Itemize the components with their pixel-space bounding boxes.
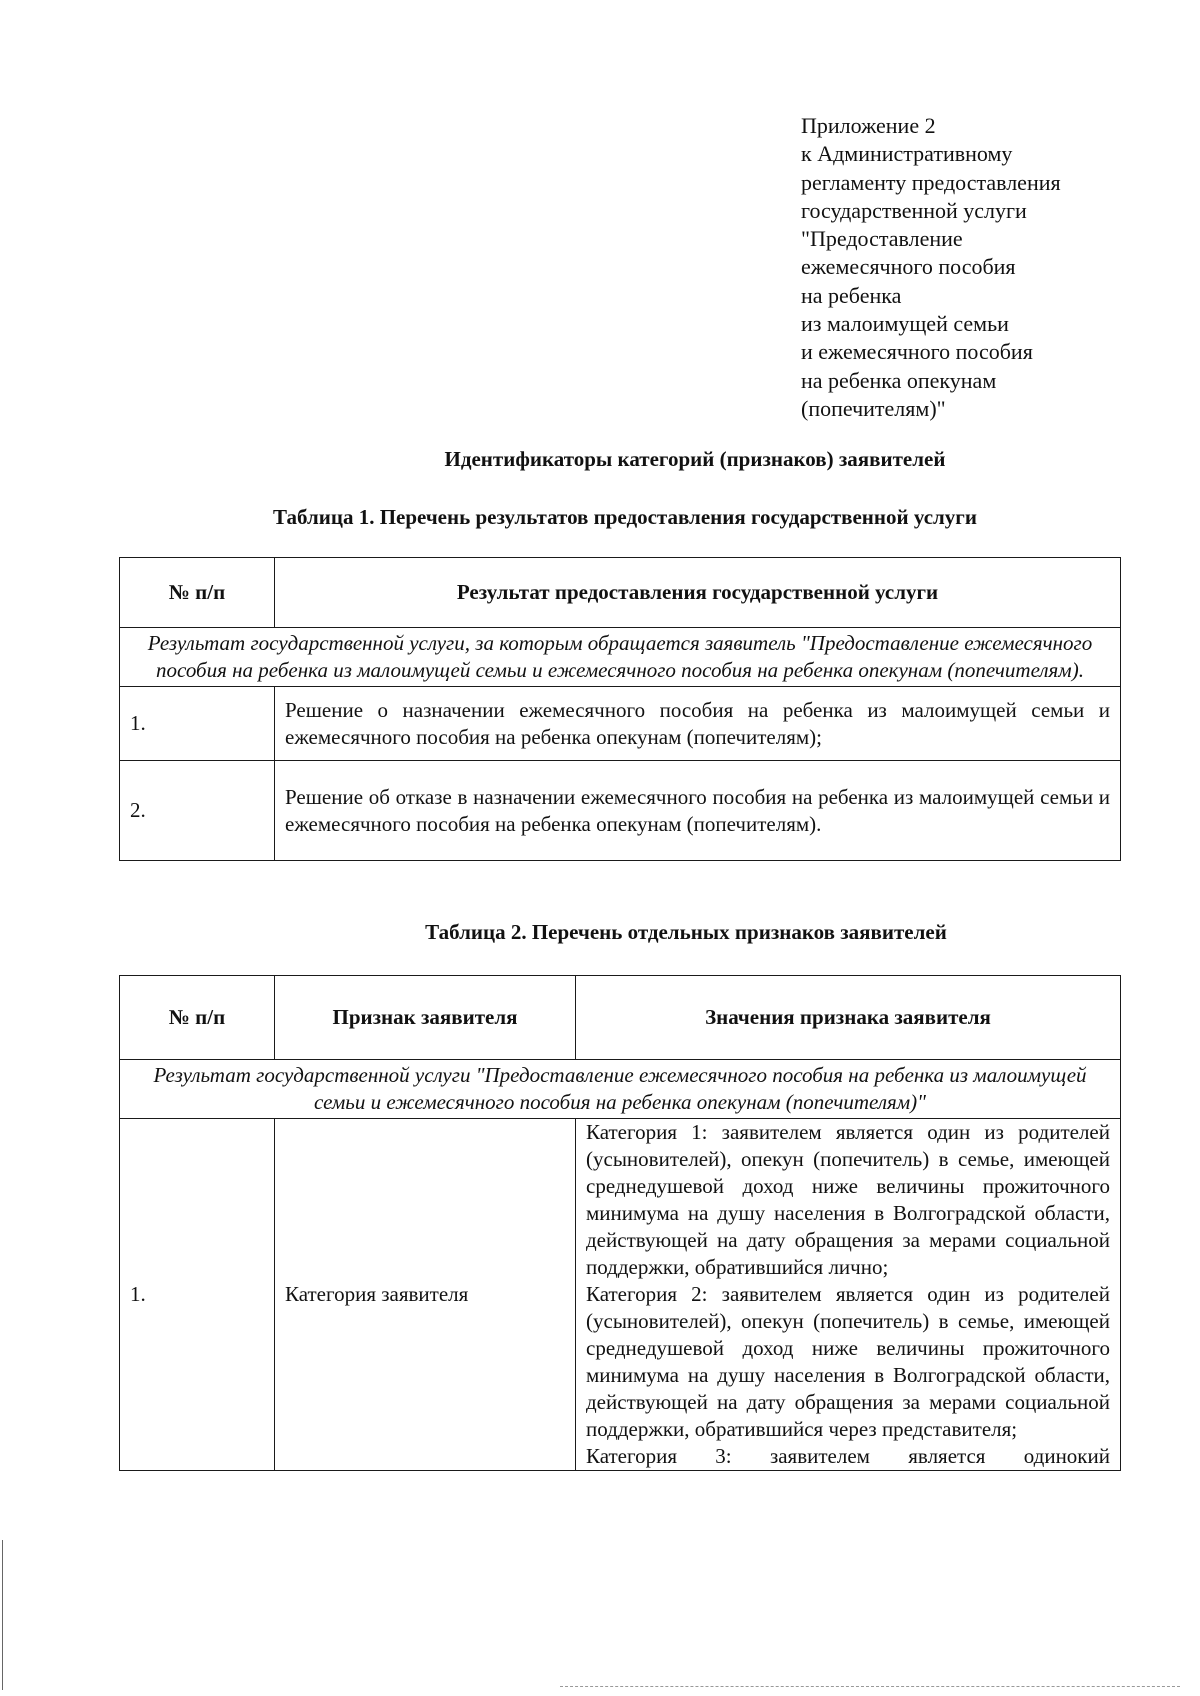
appendix-line: Приложение 2 (801, 113, 936, 138)
appendix-line: "Предоставление (801, 226, 963, 252)
section-row (120, 628, 1121, 687)
table-row (120, 687, 1121, 761)
category-text: Категория 1: заявителем является один из родителей (усыновителей), опекун (попечитель) в семье, имеющей среднедушевой доход ниже величины прожиточного минимума на душу населения в Волгоградской области, действующей на дату обращения за мерами социальной поддержки, обратившийся лично; (586, 1120, 1110, 1279)
column-header-num: № п/п (120, 558, 275, 628)
appendix-line: к Административному (801, 141, 1013, 167)
appendix-line: ежемесячного пособия (801, 254, 1016, 280)
row-number: 1. (120, 687, 275, 761)
table-header-row (120, 976, 1121, 1060)
table-header-row (120, 558, 1121, 628)
category-text: Категория 2: заявителем является один из родителей (усыновителей), опекун (попечитель) в семье, имеющей среднедушевой доход ниже величины прожиточного минимума на душу населения в Волгоградской области, действующей на дату обращения за мерами социальной поддержки, обратившийся через представителя; (586, 1282, 1110, 1441)
column-header-sign: Признак заявителя (275, 976, 576, 1060)
column-header-result: Результат предоставления государственной услуги (275, 558, 1121, 628)
table-row (120, 1119, 1121, 1471)
row-result: Решение о назначении ежемесячного пособия на ребенка из малоимущей семьи и ежемесячного пособия на ребенка опекунам (попечителям); (275, 687, 1121, 761)
appendix-line: на ребенка (801, 282, 902, 308)
category-text: Категория 3: заявителем является одинокий (586, 1444, 1110, 1468)
appendix-line: из малоимущей семьи (801, 311, 1009, 337)
section-caption: Результат государственной услуги, за которым обращается заявитель "Предоставление ежемесячного пособия на ребенка из малоимущей семьи и ежемесячного пособия на ребенка опекунам (попечителям). (120, 628, 1121, 687)
column-header-values: Значения признака заявителя (576, 976, 1121, 1060)
signs-table (119, 975, 1121, 1471)
row-number: 2. (120, 761, 275, 861)
row-values (576, 1119, 1121, 1471)
table2-title: Таблица 2. Перечень отдельных признаков заявителей (425, 920, 947, 944)
page-cut-line (560, 1686, 1180, 1687)
appendix-line: и ежемесячного пособия (801, 339, 1033, 365)
results-table (119, 557, 1121, 861)
table-row (120, 761, 1121, 861)
table1-title: Таблица 1. Перечень результатов предоставления государственной услуги (273, 505, 977, 529)
row-number: 1. (120, 1119, 275, 1471)
appendix-line: государственной услуги (801, 197, 1027, 223)
scan-edge-line (2, 1540, 3, 1690)
section-caption: Результат государственной услуги "Предоставление ежемесячного пособия на ребенка из малоимущей семьи и ежемесячного пособия на ребенка опекунам (попечителям)" (120, 1060, 1121, 1119)
appendix-line: регламенту предоставления (801, 169, 1061, 195)
appendix-header (801, 112, 1131, 423)
column-header-num: № п/п (120, 976, 275, 1060)
row-sign: Категория заявителя (275, 1119, 576, 1471)
section-row (120, 1060, 1121, 1119)
page-title: Идентификаторы категорий (признаков) заявителей (444, 447, 946, 471)
appendix-line: на ребенка опекунам (801, 367, 997, 393)
row-result: Решение об отказе в назначении ежемесячного пособия на ребенка из малоимущей семьи и ежемесячного пособия на ребенка опекунам (попечителям). (275, 761, 1121, 861)
appendix-line: (попечителям)" (801, 395, 946, 421)
